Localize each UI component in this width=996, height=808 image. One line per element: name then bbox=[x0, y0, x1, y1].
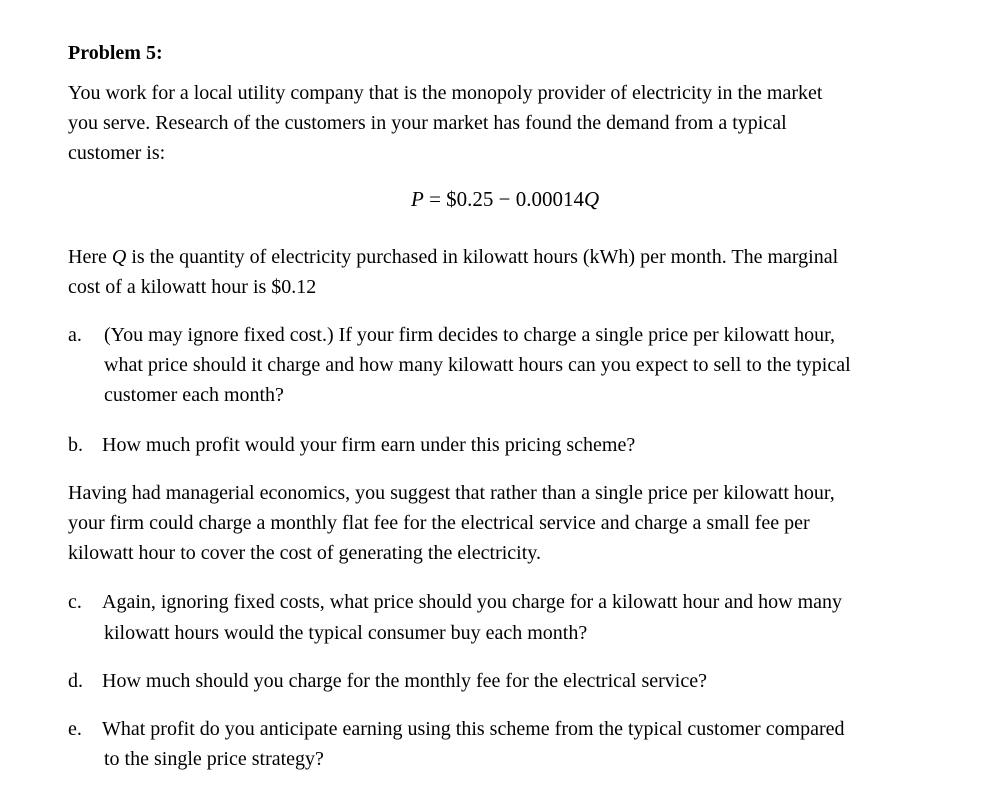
intro-line-2: you serve. Research of the customers in your market has found the demand from a typical bbox=[68, 112, 787, 134]
middle-line-1: Having had managerial economics, you suggest that rather than a single price per kilowatt hour, bbox=[68, 482, 835, 504]
item-a-line-2: what price should it charge and how many kilowatt hours can you expect to sell to the typical bbox=[104, 354, 851, 376]
item-e-line-2: to the single price strategy? bbox=[104, 748, 324, 770]
equation-minus: − bbox=[493, 187, 516, 211]
item-a-label: a. bbox=[68, 324, 82, 346]
item-d-line-1: How much should you charge for the monthly fee for the electrical service? bbox=[102, 670, 707, 692]
equation-price-var: P bbox=[411, 187, 424, 211]
item-c-line-2: kilowatt hours would the typical consumer buy each month? bbox=[104, 622, 588, 644]
item-e-line-1: What profit do you anticipate earning using this scheme from the typical customer compared bbox=[102, 718, 845, 740]
definition-line-2: cost of a kilowatt hour is $0.12 bbox=[68, 276, 317, 298]
item-a-line-3: customer each month? bbox=[104, 384, 284, 406]
equation-slope: 0.00014 bbox=[515, 187, 585, 211]
item-c-line-1: Again, ignoring fixed costs, what price should you charge for a kilowatt hour and how many bbox=[102, 591, 843, 613]
item-d-label: d. bbox=[68, 670, 83, 692]
equation-intercept: $0.25 bbox=[446, 187, 494, 211]
definition-var: Q bbox=[111, 246, 127, 268]
item-b-label: b. bbox=[68, 434, 83, 456]
item-a-line-1: (You may ignore fixed cost.) If your firm decides to charge a single price per kilowatt hour, bbox=[104, 324, 836, 346]
definition-rest: is the quantity of electricity purchased in kilowatt hours (kWh) per month. The marginal bbox=[126, 246, 839, 268]
item-b-line-1: How much profit would your firm earn under this pricing scheme? bbox=[102, 434, 636, 456]
problem-title: Problem 5: bbox=[68, 42, 163, 64]
intro-line-3: customer is: bbox=[68, 142, 166, 164]
middle-line-3: kilowatt hour to cover the cost of generating the electricity. bbox=[68, 542, 541, 564]
middle-line-2: your firm could charge a monthly flat fee for the electrical service and charge a small fee per bbox=[68, 512, 810, 534]
equation-equals: = bbox=[423, 187, 447, 211]
demand-equation bbox=[411, 187, 599, 212]
item-e-label: e. bbox=[68, 718, 82, 740]
item-c-label: c. bbox=[68, 591, 82, 613]
definition-line-1 bbox=[68, 242, 838, 272]
definition-prefix: Here bbox=[68, 246, 112, 268]
equation-quantity-var: Q bbox=[584, 187, 600, 211]
intro-line-1: You work for a local utility company that is the monopoly provider of electricity in the market bbox=[68, 82, 823, 104]
